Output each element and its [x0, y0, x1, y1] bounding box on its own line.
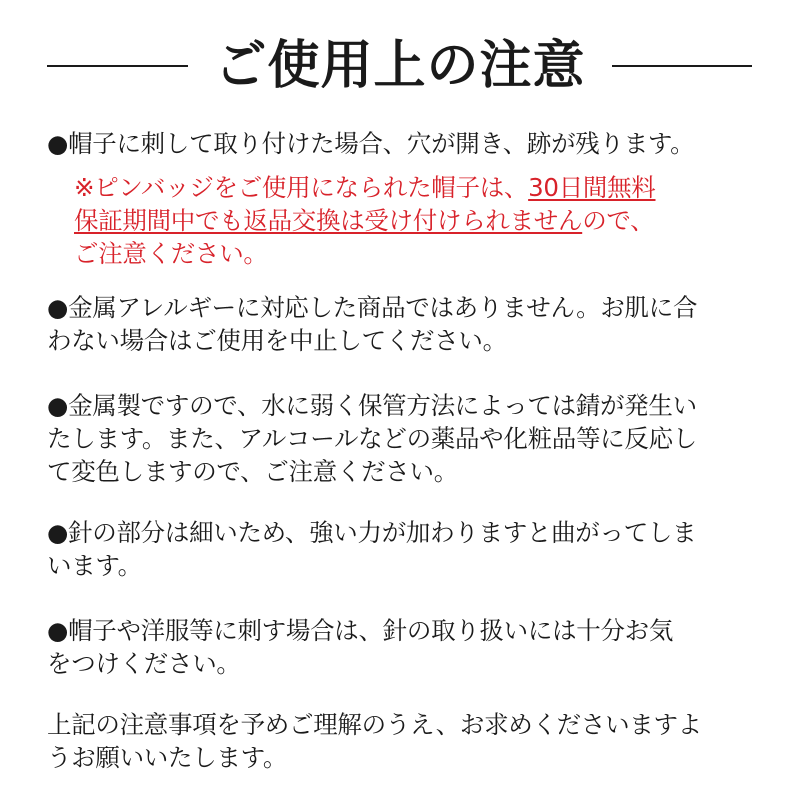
caution-text-line: ●金属アレルギーに対応した商品ではありません。お肌に合 [47, 293, 698, 322]
caution-item-needle [47, 516, 759, 582]
warning-note-text: ので、 [582, 206, 655, 235]
caution-text-line: ●帽子や洋服等に刺す場合は、針の取り扱いには十分お気 [47, 616, 674, 645]
warning-note-text: ご注意ください。 [74, 239, 268, 268]
caution-text-line: をつけください。 [47, 649, 241, 678]
caution-text-line: ●金属製ですので、水に弱く保管方法によっては錆が発生い [47, 391, 697, 420]
caution-item-rust [47, 389, 759, 488]
caution-text-line: て変色しますので、ご注意ください。 [47, 457, 458, 486]
header-divider-right [612, 65, 752, 67]
caution-text-line: います。 [47, 551, 142, 580]
caution-text-line: たします。また、アルコールなどの薬品や化粧品等に反応し [47, 424, 697, 453]
section-header [0, 28, 800, 104]
caution-item-hat-holes [47, 127, 759, 160]
warning-note [74, 171, 754, 270]
caution-text-line: うお願いいたします。 [47, 743, 288, 772]
warning-note-emphasis: 30日間無料 [528, 173, 656, 202]
caution-text-line: ●針の部分は細いため、強い力が加わりますと曲がってしま [47, 518, 697, 547]
caution-item-handling [47, 614, 759, 680]
closing-request [47, 708, 759, 774]
caution-text-line: 上記の注意事項を予めご理解のうえ、お求めくださいますよ [47, 710, 702, 739]
header-divider-left [47, 65, 188, 67]
page-title: ご使用上の注意 [214, 36, 586, 96]
warning-note-text: ※ピンバッジをご使用になられた帽子は、 [74, 173, 529, 202]
warning-note-line-1 [74, 171, 754, 204]
warning-note-line-3 [74, 237, 754, 270]
caution-text-line: わない場合はご使用を中止してください。 [47, 326, 507, 355]
warning-note-line-2 [74, 204, 754, 237]
caution-text-line: ●帽子に刺して取り付けた場合、穴が開き、跡が残ります。 [47, 129, 695, 158]
warning-note-emphasis: 保証期間中でも返品交換は受け付けられません [74, 206, 583, 235]
caution-item-allergy [47, 291, 759, 357]
